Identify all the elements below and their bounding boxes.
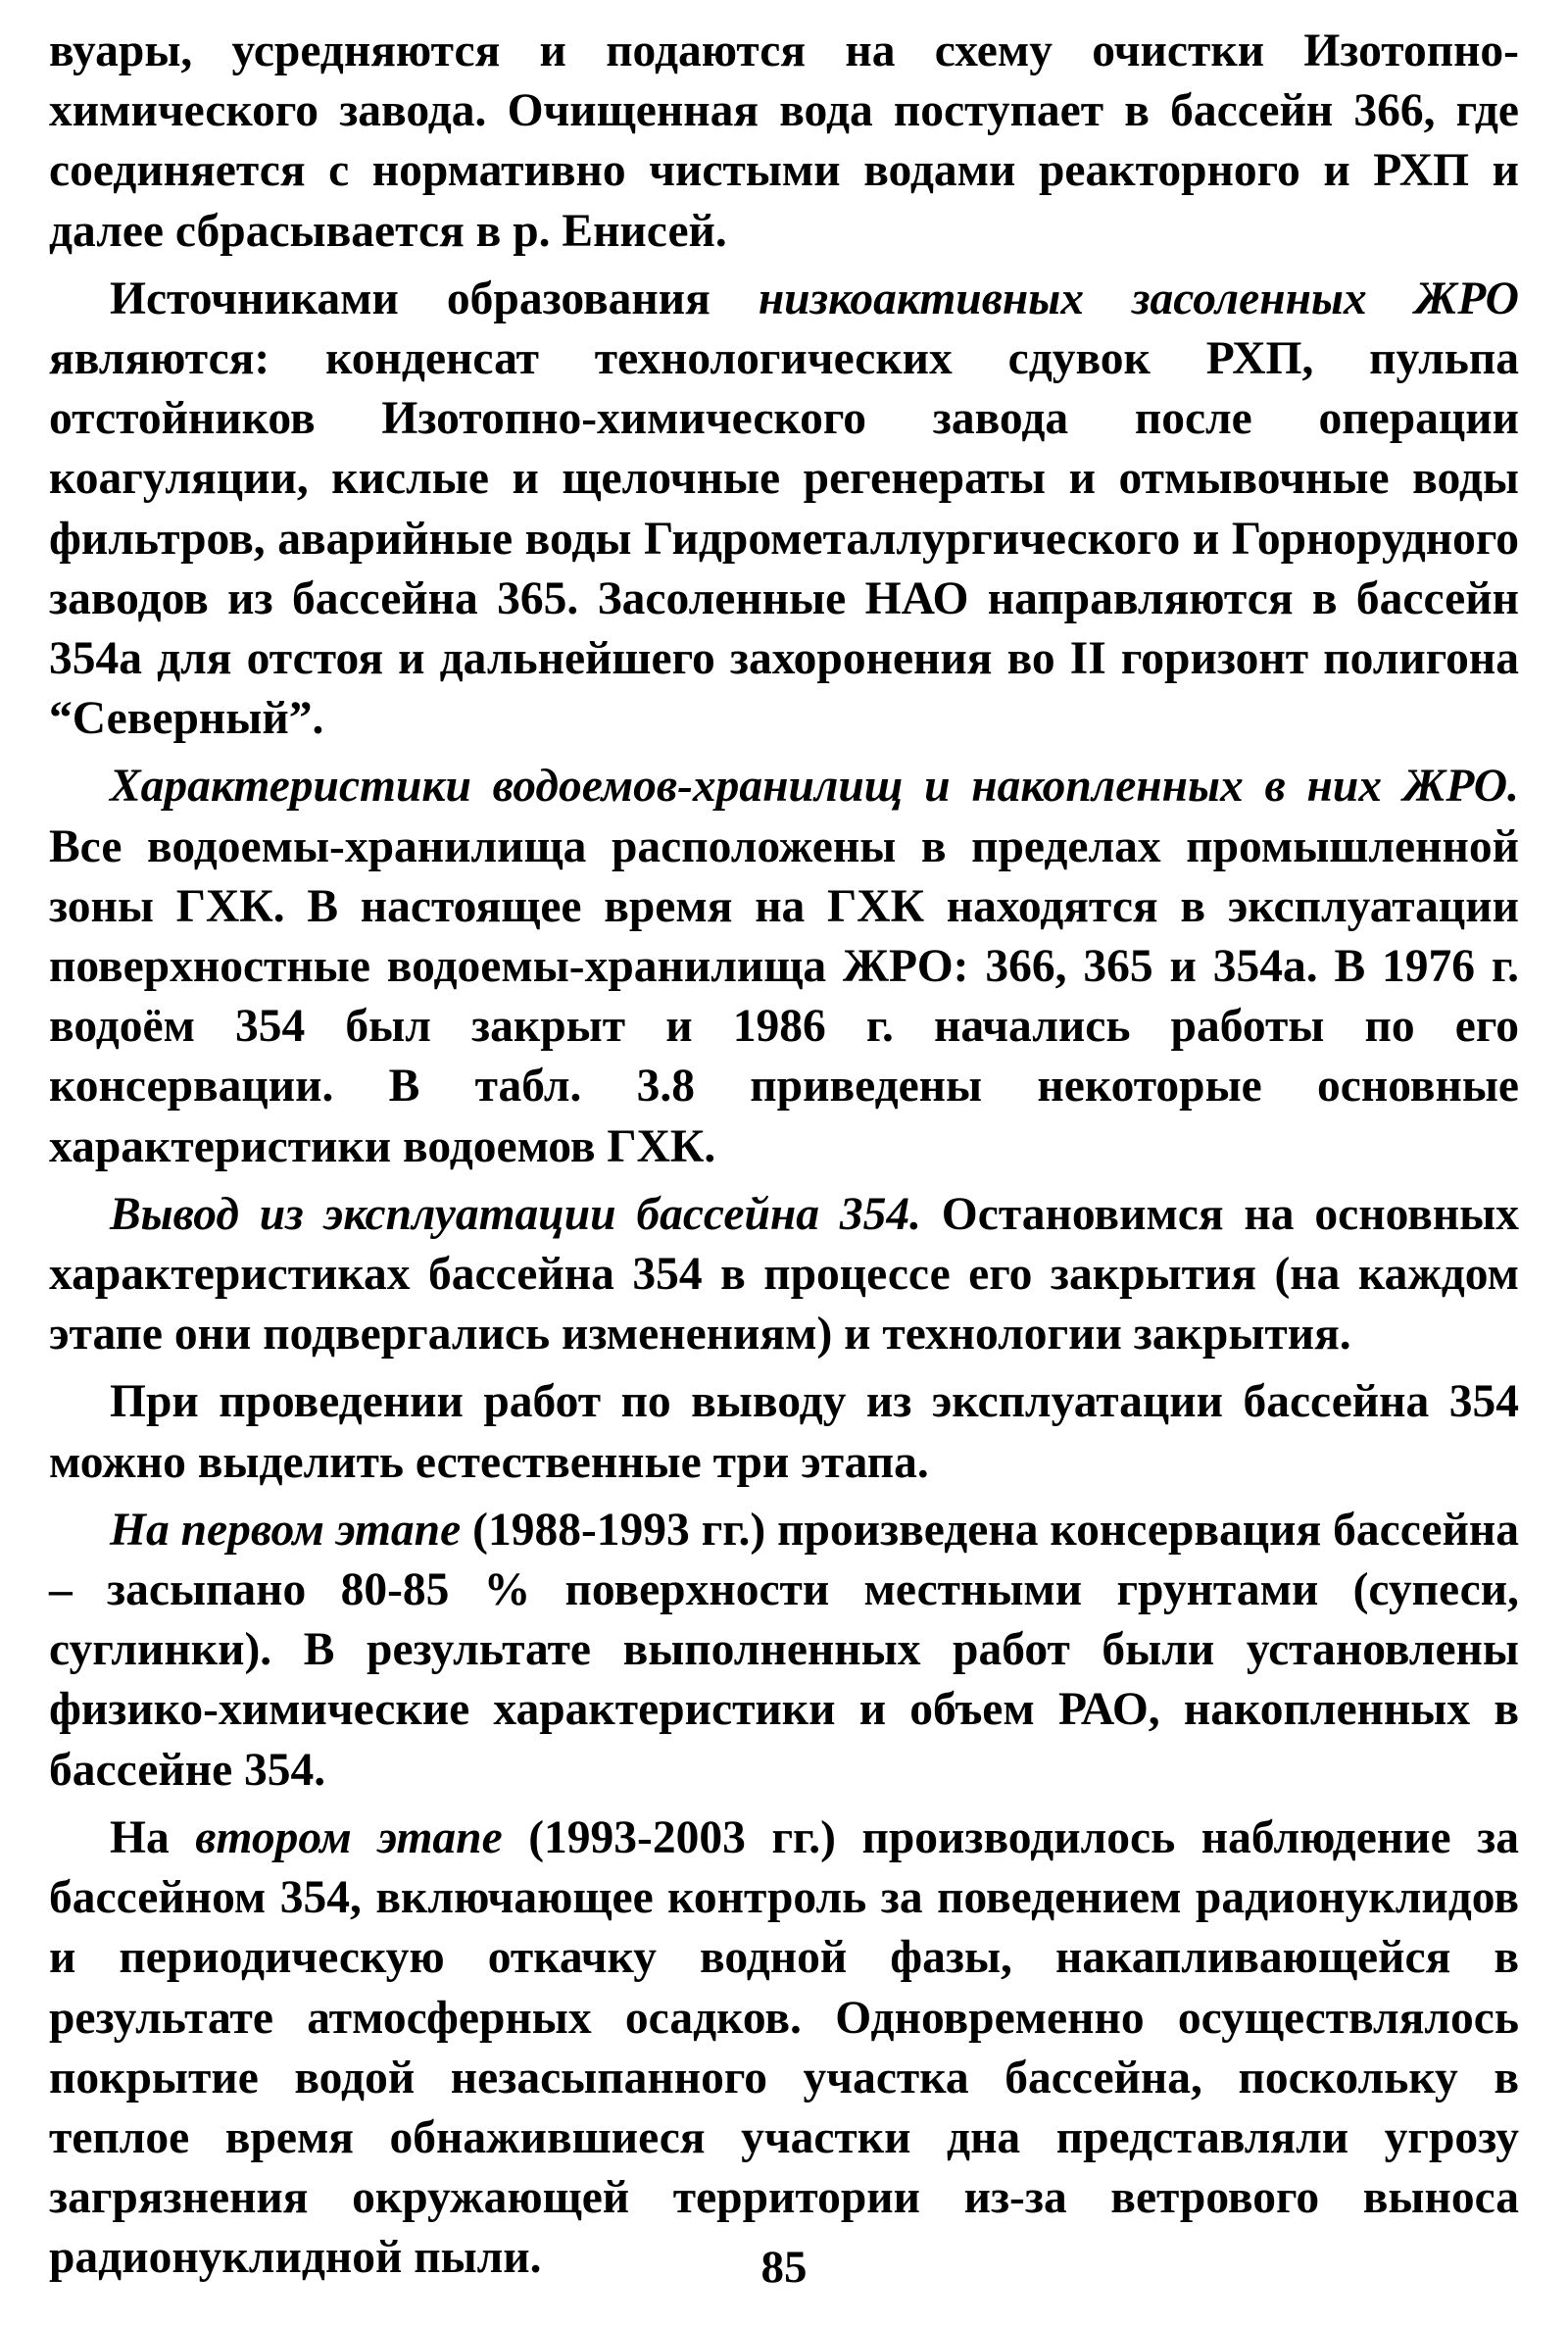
paragraph-continuation: вуары, усредняются и подаются на схему очистки Изотопно-химического завода. Очищенная вода поступает в бассейн 366, где соединяется с нормативно чистыми водами реакторного и РХП и далее сбрасывается в р. Енисей. (49, 25, 1519, 257)
italic-term: На первом этапе (110, 1504, 462, 1556)
paragraph-text: Все водоемы-хранилища расположены в пределах промышленной зоны ГХК. В настоящее время на ГХК находятся в эксплуатации поверхностные водоемы-хранилища ЖРО: 366, 365 и 354а. В 1976 г. водоём 354 был закрыт и 1986 г. начались работы по его консервации. В табл. 3.8 приведены некоторые основные характеристики водоемов ГХК. (49, 820, 1519, 1172)
section-heading: Вывод из эксплуатации бассейна 354. (110, 1188, 921, 1240)
paragraph-text: (1993-2003 гг.) производилось наблюдение за бассейном 354, включающее контроль за поведением радионуклидов и периодическую откачку водной фазы, накапливающейся в результате атмосферных осадков. Одновременно осуществлялось покрытие водой незасыпанного участка бассейна, поскольку в теплое время обнажившиеся участки дна представляли угрозу загрязнения окружающей территории из-за ветрового выноса радионуклидной пыли. (49, 1811, 1520, 2284)
paragraph-text: На (110, 1811, 196, 1863)
paragraph-text: (1988-1993 гг.) произведена консервация бассейна – засыпано 80-85 % поверхности местными грунтами (супеси, суглинки). В результате выполненных работ были установлены физико-химические характеристики и объем РАО, накопленных в бассейне 354. (49, 1504, 1519, 1796)
paragraph-first-stage (49, 1501, 1519, 1801)
paragraph-reservoir-characteristics (49, 757, 1519, 1176)
section-heading: Характеристики водоемов-хранилищ и накопленных в них ЖРО. (110, 761, 1519, 813)
paragraph-text: Остановимся на основных характеристиках бассейна 354 в процессе его закрытия (на каждом этапе они подвергались изменениям) и технологии закрытия. (49, 1188, 1519, 1361)
paragraph-second-stage (49, 1808, 1519, 2289)
page-body (49, 22, 1519, 2297)
page-number: 85 (760, 2242, 808, 2293)
paragraph-three-stages: При проведении работ по выводу из эксплуатации бассейна 354 можно выделить естественные три этапа. (49, 1376, 1519, 1488)
paragraph-text: Источниками образования (110, 272, 759, 324)
paragraph-text: являются: конденсат технологических сдувок РХП, пульпа отстойников Изотопно-химического завода после операции коагуляции, кислые и щелочные регенераты и отмывочные воды фильтров, аварийные воды Гидрометаллургического и Горнорудного заводов из бассейна 365. Засоленные НАО направляются в бассейн 354а для отстоя и дальнейшего захоронения во II горизонт полигона “Северный”. (49, 333, 1519, 745)
italic-term: втором этапе (195, 1811, 503, 1863)
italic-term: низкоактивных засоленных ЖРО (758, 272, 1519, 324)
paragraph-low-active-sources (49, 270, 1519, 750)
paragraph-decommissioning (49, 1185, 1519, 1365)
